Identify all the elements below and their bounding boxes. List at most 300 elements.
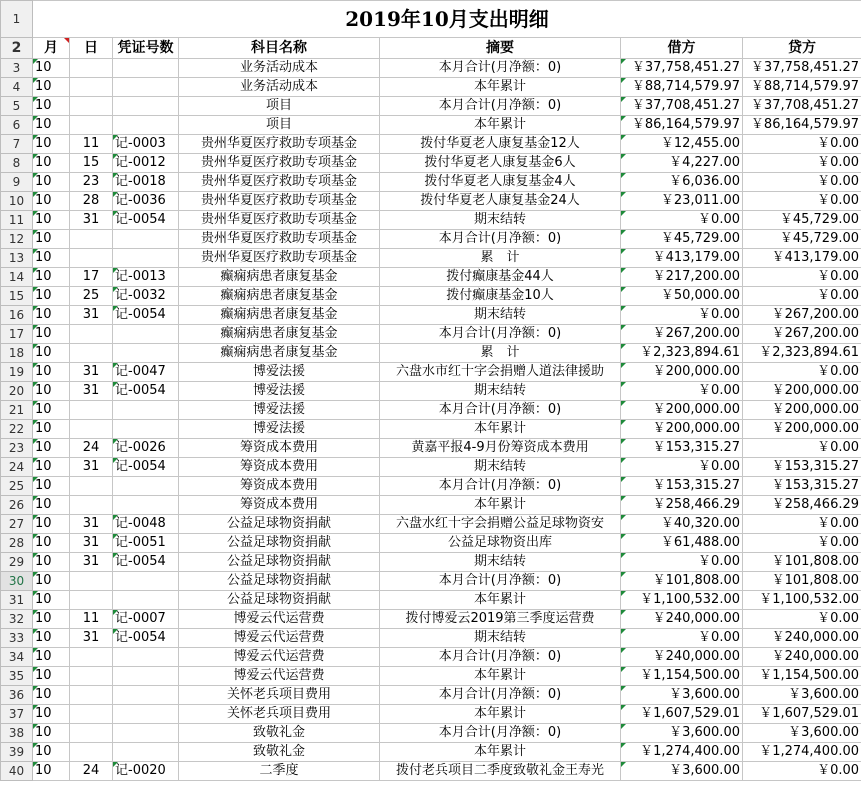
cell-credit[interactable]: ￥0.00 — [743, 363, 861, 382]
cell-month[interactable]: 10 — [33, 458, 70, 477]
cell-month[interactable]: 10 — [33, 686, 70, 705]
cell-voucher[interactable] — [113, 743, 179, 762]
cell-day[interactable]: 15 — [70, 154, 113, 173]
cell-summary[interactable]: 期末结转 — [380, 211, 621, 230]
cell-account[interactable]: 癫痫病患者康复基金 — [179, 325, 380, 344]
cell-day[interactable] — [70, 116, 113, 135]
cell-summary[interactable]: 黄嘉平报4-9月份筹资成本费用 — [380, 439, 621, 458]
cell-debit[interactable]: ￥50,000.00 — [621, 287, 743, 306]
cell-credit[interactable]: ￥0.00 — [743, 287, 861, 306]
cell-voucher[interactable]: 记-0054 — [113, 306, 179, 325]
row-header[interactable]: 31 — [1, 591, 33, 610]
cell-debit[interactable]: ￥217,200.00 — [621, 268, 743, 287]
cell-credit[interactable]: ￥267,200.00 — [743, 306, 861, 325]
cell-month[interactable]: 10 — [33, 192, 70, 211]
cell-debit[interactable]: ￥267,200.00 — [621, 325, 743, 344]
cell-voucher[interactable]: 记-0032 — [113, 287, 179, 306]
cell-debit[interactable]: ￥1,274,400.00 — [621, 743, 743, 762]
cell-month[interactable]: 10 — [33, 629, 70, 648]
cell-credit[interactable]: ￥0.00 — [743, 173, 861, 192]
row-header[interactable]: 39 — [1, 743, 33, 762]
cell-day[interactable]: 24 — [70, 762, 113, 781]
cell-voucher[interactable]: 记-0007 — [113, 610, 179, 629]
sheet-title[interactable]: 2019年10月支出明细 — [33, 1, 861, 38]
cell-summary[interactable]: 本月合计(月净额：0) — [380, 325, 621, 344]
cell-voucher[interactable] — [113, 401, 179, 420]
cell-debit[interactable]: ￥240,000.00 — [621, 648, 743, 667]
cell-month[interactable]: 10 — [33, 135, 70, 154]
cell-day[interactable]: 31 — [70, 629, 113, 648]
cell-voucher[interactable]: 记-0026 — [113, 439, 179, 458]
cell-account[interactable]: 癫痫病患者康复基金 — [179, 344, 380, 363]
cell-voucher[interactable]: 记-0036 — [113, 192, 179, 211]
cell-account[interactable]: 贵州华夏医疗救助专项基金 — [179, 211, 380, 230]
cell-day[interactable] — [70, 572, 113, 591]
row-header[interactable]: 33 — [1, 629, 33, 648]
cell-day[interactable] — [70, 401, 113, 420]
cell-summary[interactable]: 期末结转 — [380, 382, 621, 401]
cell-voucher[interactable] — [113, 78, 179, 97]
cell-voucher[interactable] — [113, 496, 179, 515]
cell-day[interactable]: 28 — [70, 192, 113, 211]
cell-credit[interactable]: ￥1,607,529.01 — [743, 705, 861, 724]
cell-month[interactable]: 10 — [33, 116, 70, 135]
cell-month[interactable]: 10 — [33, 249, 70, 268]
row-header[interactable]: 7 — [1, 135, 33, 154]
cell-day[interactable] — [70, 420, 113, 439]
cell-credit[interactable]: ￥3,600.00 — [743, 724, 861, 743]
cell-day[interactable]: 11 — [70, 610, 113, 629]
cell-credit[interactable]: ￥37,758,451.27 — [743, 59, 861, 78]
cell-summary[interactable]: 拨付华夏老人康复基金12人 — [380, 135, 621, 154]
cell-voucher[interactable]: 记-0054 — [113, 458, 179, 477]
cell-voucher[interactable] — [113, 249, 179, 268]
cell-month[interactable]: 10 — [33, 173, 70, 192]
cell-summary[interactable]: 拨付华夏老人康复基金6人 — [380, 154, 621, 173]
cell-credit[interactable]: ￥101,808.00 — [743, 553, 861, 572]
cell-summary[interactable]: 本年累计 — [380, 591, 621, 610]
row-header[interactable]: 5 — [1, 97, 33, 116]
row-header[interactable]: 15 — [1, 287, 33, 306]
cell-voucher[interactable]: 记-0054 — [113, 211, 179, 230]
cell-summary[interactable]: 本月合计(月净额：0) — [380, 477, 621, 496]
cell-summary[interactable]: 期末结转 — [380, 553, 621, 572]
row-header[interactable]: 21 — [1, 401, 33, 420]
cell-account[interactable]: 贵州华夏医疗救助专项基金 — [179, 173, 380, 192]
col-header-account[interactable]: 科目名称 — [179, 38, 380, 59]
row-header[interactable]: 28 — [1, 534, 33, 553]
cell-voucher[interactable] — [113, 572, 179, 591]
cell-account[interactable]: 博爱云代运营费 — [179, 629, 380, 648]
cell-account[interactable]: 业务活动成本 — [179, 59, 380, 78]
cell-debit[interactable]: ￥40,320.00 — [621, 515, 743, 534]
cell-day[interactable] — [70, 97, 113, 116]
cell-credit[interactable]: ￥0.00 — [743, 534, 861, 553]
cell-debit[interactable]: ￥37,758,451.27 — [621, 59, 743, 78]
cell-month[interactable]: 10 — [33, 230, 70, 249]
cell-account[interactable]: 致敬礼金 — [179, 724, 380, 743]
cell-month[interactable]: 10 — [33, 78, 70, 97]
cell-account[interactable]: 博爱云代运营费 — [179, 610, 380, 629]
cell-voucher[interactable] — [113, 477, 179, 496]
row-header[interactable]: 1 — [1, 1, 33, 38]
cell-account[interactable]: 致敬礼金 — [179, 743, 380, 762]
cell-debit[interactable]: ￥240,000.00 — [621, 610, 743, 629]
cell-month[interactable]: 10 — [33, 496, 70, 515]
row-header[interactable]: 29 — [1, 553, 33, 572]
cell-summary[interactable]: 本月合计(月净额：0) — [380, 97, 621, 116]
cell-summary[interactable]: 期末结转 — [380, 306, 621, 325]
cell-voucher[interactable] — [113, 648, 179, 667]
cell-day[interactable]: 31 — [70, 553, 113, 572]
cell-summary[interactable]: 拨付华夏老人康复基金4人 — [380, 173, 621, 192]
cell-month[interactable]: 10 — [33, 648, 70, 667]
cell-month[interactable]: 10 — [33, 572, 70, 591]
cell-debit[interactable]: ￥1,154,500.00 — [621, 667, 743, 686]
cell-credit[interactable]: ￥0.00 — [743, 515, 861, 534]
cell-account[interactable]: 贵州华夏医疗救助专项基金 — [179, 192, 380, 211]
row-header[interactable]: 40 — [1, 762, 33, 781]
cell-debit[interactable]: ￥153,315.27 — [621, 477, 743, 496]
cell-month[interactable]: 10 — [33, 591, 70, 610]
cell-summary[interactable]: 拨付癫康基金44人 — [380, 268, 621, 287]
cell-credit[interactable]: ￥0.00 — [743, 762, 861, 781]
cell-month[interactable]: 10 — [33, 325, 70, 344]
cell-summary[interactable]: 拨付华夏老人康复基金24人 — [380, 192, 621, 211]
cell-account[interactable]: 癫痫病患者康复基金 — [179, 287, 380, 306]
cell-account[interactable]: 业务活动成本 — [179, 78, 380, 97]
cell-month[interactable]: 10 — [33, 97, 70, 116]
cell-credit[interactable]: ￥88,714,579.97 — [743, 78, 861, 97]
cell-summary[interactable]: 公益足球物资出库 — [380, 534, 621, 553]
cell-summary[interactable]: 六盘水市红十字会捐赠人道法律援助 — [380, 363, 621, 382]
cell-month[interactable]: 10 — [33, 59, 70, 78]
cell-voucher[interactable] — [113, 230, 179, 249]
cell-credit[interactable]: ￥1,100,532.00 — [743, 591, 861, 610]
row-header[interactable]: 8 — [1, 154, 33, 173]
col-header-credit[interactable]: 贷方 — [743, 38, 861, 59]
row-header[interactable]: 34 — [1, 648, 33, 667]
cell-voucher[interactable] — [113, 686, 179, 705]
cell-month[interactable]: 10 — [33, 420, 70, 439]
cell-account[interactable]: 项目 — [179, 97, 380, 116]
cell-debit[interactable]: ￥153,315.27 — [621, 439, 743, 458]
cell-account[interactable]: 关怀老兵项目费用 — [179, 686, 380, 705]
cell-month[interactable]: 10 — [33, 287, 70, 306]
cell-debit[interactable]: ￥12,455.00 — [621, 135, 743, 154]
cell-day[interactable]: 24 — [70, 439, 113, 458]
cell-voucher[interactable]: 记-0054 — [113, 629, 179, 648]
col-header-voucher[interactable]: 凭证号数 — [113, 38, 179, 59]
row-header[interactable]: 22 — [1, 420, 33, 439]
cell-day[interactable]: 25 — [70, 287, 113, 306]
col-header-day[interactable]: 日 — [70, 38, 113, 59]
cell-voucher[interactable] — [113, 705, 179, 724]
cell-debit[interactable]: ￥0.00 — [621, 306, 743, 325]
col-header-month[interactable]: 月 — [33, 38, 70, 59]
cell-credit[interactable]: ￥153,315.27 — [743, 477, 861, 496]
row-header[interactable]: 10 — [1, 192, 33, 211]
cell-debit[interactable]: ￥413,179.00 — [621, 249, 743, 268]
cell-account[interactable]: 关怀老兵项目费用 — [179, 705, 380, 724]
cell-account[interactable]: 公益足球物资捐献 — [179, 572, 380, 591]
cell-credit[interactable]: ￥45,729.00 — [743, 211, 861, 230]
cell-month[interactable]: 10 — [33, 382, 70, 401]
cell-day[interactable] — [70, 249, 113, 268]
cell-account[interactable]: 博爱法援 — [179, 401, 380, 420]
cell-debit[interactable]: ￥200,000.00 — [621, 420, 743, 439]
cell-account[interactable]: 贵州华夏医疗救助专项基金 — [179, 154, 380, 173]
cell-summary[interactable]: 本年累计 — [380, 78, 621, 97]
cell-account[interactable]: 癫痫病患者康复基金 — [179, 268, 380, 287]
cell-credit[interactable]: ￥101,808.00 — [743, 572, 861, 591]
cell-account[interactable]: 贵州华夏医疗救助专项基金 — [179, 135, 380, 154]
cell-debit[interactable]: ￥258,466.29 — [621, 496, 743, 515]
cell-day[interactable] — [70, 325, 113, 344]
cell-debit[interactable]: ￥200,000.00 — [621, 401, 743, 420]
row-header[interactable]: 19 — [1, 363, 33, 382]
cell-voucher[interactable] — [113, 344, 179, 363]
cell-credit[interactable]: ￥0.00 — [743, 268, 861, 287]
cell-debit[interactable]: ￥6,036.00 — [621, 173, 743, 192]
row-header[interactable]: 9 — [1, 173, 33, 192]
row-header[interactable]: 35 — [1, 667, 33, 686]
cell-debit[interactable]: ￥23,011.00 — [621, 192, 743, 211]
cell-account[interactable]: 公益足球物资捐献 — [179, 553, 380, 572]
cell-voucher[interactable] — [113, 591, 179, 610]
cell-day[interactable] — [70, 78, 113, 97]
cell-credit[interactable]: ￥1,274,400.00 — [743, 743, 861, 762]
cell-voucher[interactable]: 记-0054 — [113, 553, 179, 572]
cell-credit[interactable]: ￥0.00 — [743, 610, 861, 629]
cell-debit[interactable]: ￥0.00 — [621, 211, 743, 230]
cell-month[interactable]: 10 — [33, 401, 70, 420]
cell-credit[interactable]: ￥240,000.00 — [743, 629, 861, 648]
cell-day[interactable]: 31 — [70, 306, 113, 325]
cell-credit[interactable]: ￥45,729.00 — [743, 230, 861, 249]
cell-day[interactable]: 31 — [70, 458, 113, 477]
cell-month[interactable]: 10 — [33, 724, 70, 743]
cell-summary[interactable]: 本月合计(月净额：0) — [380, 572, 621, 591]
cell-account[interactable]: 项目 — [179, 116, 380, 135]
cell-credit[interactable]: ￥3,600.00 — [743, 686, 861, 705]
cell-voucher[interactable] — [113, 724, 179, 743]
cell-summary[interactable]: 累 计 — [380, 249, 621, 268]
cell-voucher[interactable]: 记-0020 — [113, 762, 179, 781]
cell-day[interactable] — [70, 477, 113, 496]
cell-debit[interactable]: ￥88,714,579.97 — [621, 78, 743, 97]
cell-month[interactable]: 10 — [33, 610, 70, 629]
cell-debit[interactable]: ￥37,708,451.27 — [621, 97, 743, 116]
cell-account[interactable]: 筹资成本费用 — [179, 477, 380, 496]
cell-month[interactable]: 10 — [33, 477, 70, 496]
cell-credit[interactable]: ￥2,323,894.61 — [743, 344, 861, 363]
cell-month[interactable]: 10 — [33, 762, 70, 781]
cell-credit[interactable]: ￥153,315.27 — [743, 458, 861, 477]
cell-summary[interactable]: 期末结转 — [380, 629, 621, 648]
cell-voucher[interactable]: 记-0048 — [113, 515, 179, 534]
row-header[interactable]: 23 — [1, 439, 33, 458]
cell-credit[interactable]: ￥240,000.00 — [743, 648, 861, 667]
cell-account[interactable]: 博爱云代运营费 — [179, 667, 380, 686]
cell-credit[interactable]: ￥0.00 — [743, 439, 861, 458]
cell-summary[interactable]: 本月合计(月净额：0) — [380, 686, 621, 705]
cell-debit[interactable]: ￥1,607,529.01 — [621, 705, 743, 724]
cell-debit[interactable]: ￥4,227.00 — [621, 154, 743, 173]
cell-account[interactable]: 筹资成本费用 — [179, 496, 380, 515]
cell-credit[interactable]: ￥1,154,500.00 — [743, 667, 861, 686]
cell-summary[interactable]: 本月合计(月净额：0) — [380, 648, 621, 667]
row-header[interactable]: 18 — [1, 344, 33, 363]
cell-voucher[interactable]: 记-0051 — [113, 534, 179, 553]
row-header[interactable]: 30 — [1, 572, 33, 591]
cell-day[interactable]: 31 — [70, 534, 113, 553]
cell-voucher[interactable]: 记-0003 — [113, 135, 179, 154]
cell-debit[interactable]: ￥0.00 — [621, 553, 743, 572]
row-header[interactable]: 37 — [1, 705, 33, 724]
cell-debit[interactable]: ￥101,808.00 — [621, 572, 743, 591]
cell-credit[interactable]: ￥0.00 — [743, 135, 861, 154]
cell-voucher[interactable] — [113, 59, 179, 78]
cell-month[interactable]: 10 — [33, 515, 70, 534]
cell-debit[interactable]: ￥1,100,532.00 — [621, 591, 743, 610]
cell-voucher[interactable]: 记-0018 — [113, 173, 179, 192]
cell-month[interactable]: 10 — [33, 553, 70, 572]
cell-account[interactable]: 筹资成本费用 — [179, 439, 380, 458]
cell-day[interactable] — [70, 230, 113, 249]
cell-month[interactable]: 10 — [33, 306, 70, 325]
cell-credit[interactable]: ￥0.00 — [743, 154, 861, 173]
cell-credit[interactable]: ￥258,466.29 — [743, 496, 861, 515]
cell-month[interactable]: 10 — [33, 363, 70, 382]
cell-day[interactable] — [70, 591, 113, 610]
cell-account[interactable]: 博爱法援 — [179, 363, 380, 382]
cell-voucher[interactable] — [113, 420, 179, 439]
cell-summary[interactable]: 期末结转 — [380, 458, 621, 477]
col-header-debit[interactable]: 借方 — [621, 38, 743, 59]
cell-summary[interactable]: 拨付老兵项目二季度致敬礼金王寿光 — [380, 762, 621, 781]
cell-account[interactable]: 博爱法援 — [179, 420, 380, 439]
cell-day[interactable] — [70, 667, 113, 686]
cell-credit[interactable]: ￥200,000.00 — [743, 401, 861, 420]
row-header[interactable]: 32 — [1, 610, 33, 629]
cell-day[interactable] — [70, 496, 113, 515]
cell-account[interactable]: 公益足球物资捐献 — [179, 591, 380, 610]
cell-account[interactable]: 贵州华夏医疗救助专项基金 — [179, 249, 380, 268]
cell-month[interactable]: 10 — [33, 667, 70, 686]
cell-account[interactable]: 二季度 — [179, 762, 380, 781]
cell-debit[interactable]: ￥61,488.00 — [621, 534, 743, 553]
row-header[interactable]: 36 — [1, 686, 33, 705]
cell-credit[interactable]: ￥86,164,579.97 — [743, 116, 861, 135]
cell-day[interactable]: 31 — [70, 211, 113, 230]
row-header[interactable]: 12 — [1, 230, 33, 249]
cell-voucher[interactable] — [113, 116, 179, 135]
cell-credit[interactable]: ￥0.00 — [743, 192, 861, 211]
cell-debit[interactable]: ￥0.00 — [621, 629, 743, 648]
row-header[interactable]: 20 — [1, 382, 33, 401]
cell-month[interactable]: 10 — [33, 344, 70, 363]
cell-summary[interactable]: 本月合计(月净额：0) — [380, 401, 621, 420]
cell-day[interactable] — [70, 743, 113, 762]
cell-voucher[interactable] — [113, 97, 179, 116]
row-header[interactable]: 25 — [1, 477, 33, 496]
row-header[interactable]: 3 — [1, 59, 33, 78]
cell-debit[interactable]: ￥3,600.00 — [621, 686, 743, 705]
cell-summary[interactable]: 拨付博爱云2019第三季度运营费 — [380, 610, 621, 629]
cell-voucher[interactable] — [113, 667, 179, 686]
cell-summary[interactable]: 本年累计 — [380, 743, 621, 762]
cell-day[interactable]: 31 — [70, 363, 113, 382]
cell-summary[interactable]: 本年累计 — [380, 705, 621, 724]
cell-account[interactable]: 公益足球物资捐献 — [179, 515, 380, 534]
cell-debit[interactable]: ￥45,729.00 — [621, 230, 743, 249]
cell-day[interactable] — [70, 686, 113, 705]
cell-summary[interactable]: 本年累计 — [380, 116, 621, 135]
cell-credit[interactable]: ￥413,179.00 — [743, 249, 861, 268]
cell-month[interactable]: 10 — [33, 743, 70, 762]
cell-voucher[interactable]: 记-0047 — [113, 363, 179, 382]
cell-account[interactable]: 筹资成本费用 — [179, 458, 380, 477]
row-header[interactable]: 6 — [1, 116, 33, 135]
cell-voucher[interactable] — [113, 325, 179, 344]
cell-summary[interactable]: 本年累计 — [380, 667, 621, 686]
cell-day[interactable] — [70, 724, 113, 743]
row-header[interactable]: 14 — [1, 268, 33, 287]
cell-day[interactable] — [70, 648, 113, 667]
cell-month[interactable]: 10 — [33, 705, 70, 724]
cell-voucher[interactable]: 记-0012 — [113, 154, 179, 173]
cell-account[interactable]: 博爱云代运营费 — [179, 648, 380, 667]
cell-credit[interactable]: ￥200,000.00 — [743, 420, 861, 439]
cell-debit[interactable]: ￥86,164,579.97 — [621, 116, 743, 135]
cell-day[interactable]: 17 — [70, 268, 113, 287]
row-header[interactable]: 26 — [1, 496, 33, 515]
cell-debit[interactable]: ￥3,600.00 — [621, 724, 743, 743]
cell-summary[interactable]: 本月合计(月净额：0) — [380, 230, 621, 249]
cell-summary[interactable]: 本年累计 — [380, 420, 621, 439]
row-header[interactable]: 2 — [1, 38, 33, 59]
cell-debit[interactable]: ￥200,000.00 — [621, 363, 743, 382]
row-header[interactable]: 27 — [1, 515, 33, 534]
row-header[interactable]: 4 — [1, 78, 33, 97]
cell-account[interactable]: 博爱法援 — [179, 382, 380, 401]
cell-day[interactable]: 11 — [70, 135, 113, 154]
row-header[interactable]: 38 — [1, 724, 33, 743]
cell-credit[interactable]: ￥37,708,451.27 — [743, 97, 861, 116]
cell-voucher[interactable]: 记-0013 — [113, 268, 179, 287]
cell-month[interactable]: 10 — [33, 211, 70, 230]
cell-debit[interactable]: ￥2,323,894.61 — [621, 344, 743, 363]
cell-day[interactable] — [70, 59, 113, 78]
cell-account[interactable]: 公益足球物资捐献 — [179, 534, 380, 553]
cell-credit[interactable]: ￥200,000.00 — [743, 382, 861, 401]
cell-day[interactable]: 23 — [70, 173, 113, 192]
cell-debit[interactable]: ￥0.00 — [621, 382, 743, 401]
cell-day[interactable] — [70, 705, 113, 724]
cell-month[interactable]: 10 — [33, 268, 70, 287]
cell-day[interactable]: 31 — [70, 382, 113, 401]
cell-day[interactable]: 31 — [70, 515, 113, 534]
cell-month[interactable]: 10 — [33, 439, 70, 458]
row-header[interactable]: 17 — [1, 325, 33, 344]
cell-summary[interactable]: 六盘水红十字会捐赠公益足球物资安 — [380, 515, 621, 534]
row-header[interactable]: 13 — [1, 249, 33, 268]
cell-day[interactable] — [70, 344, 113, 363]
cell-account[interactable]: 贵州华夏医疗救助专项基金 — [179, 230, 380, 249]
cell-summary[interactable]: 拨付癫康基金10人 — [380, 287, 621, 306]
cell-summary[interactable]: 本年累计 — [380, 496, 621, 515]
